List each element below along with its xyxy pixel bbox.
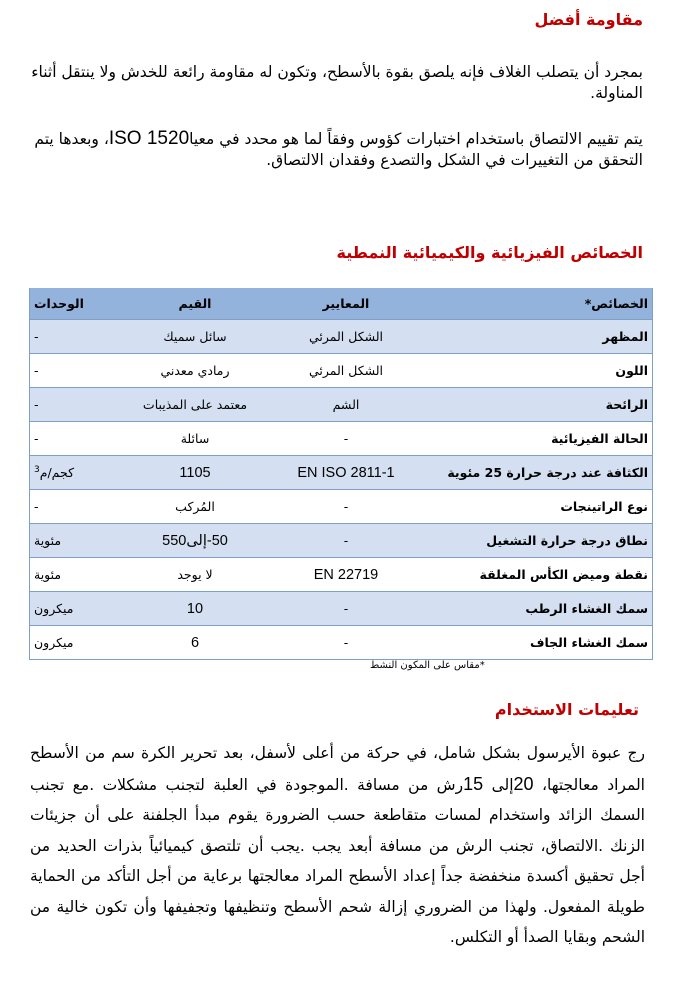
- paragraph-text-after: ، وبعدها يتم التحقق من التغييرات في الشكل والتصدع وفقدان الالتصاق.: [34, 130, 643, 169]
- cell-unit: -: [30, 354, 125, 388]
- cell-value: [124, 456, 266, 490]
- cell-standard: -: [266, 490, 426, 524]
- cell-unit: -: [30, 320, 125, 354]
- cell-unit: ميكرون: [30, 626, 125, 660]
- properties-table: [29, 288, 653, 660]
- header-standard: المعايير: [266, 288, 426, 320]
- standard-code: EN ISO 2811-1: [297, 464, 395, 481]
- standard-code: EN 22719: [313, 566, 379, 583]
- cell-standard: الشم: [266, 388, 426, 422]
- cell-value: [124, 524, 266, 558]
- section-title-properties: الخصائص الفيزيائية والكيميائية النمطية: [336, 243, 643, 262]
- cell-value: معتمد على المذيبات: [124, 388, 266, 422]
- cell-property: الرائحة: [426, 388, 653, 422]
- header-value: القيم: [124, 288, 266, 320]
- cell-standard: -: [266, 626, 426, 660]
- distance-min: 15: [463, 773, 484, 794]
- cell-unit: -: [30, 388, 125, 422]
- cell-property: المظهر: [426, 320, 653, 354]
- cell-property: الكثافة عند درجة حرارة 25 مئوية: [426, 456, 653, 490]
- table-row: [30, 354, 653, 388]
- cell-value: المُركب: [124, 490, 266, 524]
- header-property: الخصائص*: [426, 288, 653, 320]
- table-header-row: [30, 288, 653, 320]
- paragraph-adhesion-test: [30, 128, 643, 171]
- cell-standard: الشكل المرئي: [266, 320, 426, 354]
- table-row: [30, 524, 653, 558]
- cell-value: سائل سميك: [124, 320, 266, 354]
- cell-value: [124, 626, 266, 660]
- cell-property: الحالة الفيزيائية: [426, 422, 653, 456]
- instructions-paragraph: [30, 738, 645, 953]
- instructions-text-a: رج عبوة الأيرسول بشكل شامل، في حركة من أعلى لأسفل، بعد تحرير الكرة سم من الأسطح المراد معالجتها،: [30, 744, 645, 794]
- table-row: [30, 422, 653, 456]
- cell-standard: -: [266, 524, 426, 558]
- cell-standard: [266, 558, 426, 592]
- instructions-text-c: رش من مسافة .الموجودة في العلبة لتجنب مشكلات .مع تجنب السمك الزائد واستخدام لمسات متقاطعة حسب الضرورة يقوم مبدأ الجلفنة على أن جزيئات الزنك .الالتصاق، تجنب الرش من مسافة أبعد يجب .يجب أن تلتصق كيميائياً بذرات الحديد من أجل تحقيق أكسدة منخفضة جداً إعداد الأسطح المراد معالجتها برعاية من أجل التأكد من الحماية طويلة المفعول. ولهذا من الضروري إزالة شحم الأسطح وتنظيفها وتجفيفها وأن تكون خالية من الشحم وبقايا الصدأ أو التكلس.: [30, 775, 645, 946]
- cell-unit: ميكرون: [30, 592, 125, 626]
- cell-standard: -: [266, 592, 426, 626]
- cell-property: نوع الراتينجات: [426, 490, 653, 524]
- cell-property: اللون: [426, 354, 653, 388]
- value-range: 50-إلى550: [162, 532, 228, 549]
- table-row: [30, 456, 653, 490]
- cell-standard: [266, 456, 426, 490]
- unit-superscript: 3: [34, 464, 40, 475]
- cell-unit: مئوية: [30, 524, 125, 558]
- cell-unit: -: [30, 490, 125, 524]
- iso-standard: ISO 1520: [108, 128, 190, 149]
- cell-value: لا يوجد: [124, 558, 266, 592]
- table-row: [30, 388, 653, 422]
- cell-value: سائلة: [124, 422, 266, 456]
- cell-property: سمك الغشاء الرطب: [426, 592, 653, 626]
- table-row: [30, 626, 653, 660]
- table-footnote: *مقاس على المكون النشط: [370, 660, 485, 671]
- section-title-instructions: تعليمات الاستخدام: [494, 700, 639, 719]
- table-row: [30, 490, 653, 524]
- cell-unit: مئوية: [30, 558, 125, 592]
- cell-value: [124, 592, 266, 626]
- cell-property: سمك الغشاء الجاف: [426, 626, 653, 660]
- paragraph-adhesion-intro: بمجرد أن يتصلب الغلاف فإنه يلصق بقوة بالأسطح، وتكون له مقاومة رائعة للخدش ولا ينتقل أثناء المناولة.: [31, 63, 643, 102]
- instructions-text-b: إلى: [483, 775, 514, 794]
- cell-value: رمادي معدني: [124, 354, 266, 388]
- cell-property: نطاق درجة حرارة التشغيل: [426, 524, 653, 558]
- unit-text: كجم/م: [39, 465, 75, 481]
- table-row: [30, 320, 653, 354]
- header-unit: الوحدات: [30, 288, 125, 320]
- cell-standard: الشكل المرئي: [266, 354, 426, 388]
- cell-unit: -: [30, 422, 125, 456]
- table-row: [30, 592, 653, 626]
- section-title-better-resistance: مقاومة أفضل: [534, 10, 643, 29]
- cell-unit: [30, 456, 125, 490]
- value-number: 1105: [179, 464, 211, 481]
- distance-max: 20: [513, 773, 534, 794]
- table-row: [30, 558, 653, 592]
- cell-property: نقطة وميض الكأس المغلقة: [426, 558, 653, 592]
- value-number: 6: [190, 634, 200, 651]
- paragraph-text-before: يتم تقييم الالتصاق باستخدام اختبارات كؤوس وفقاً لما هو محدد في معيا: [189, 130, 643, 148]
- cell-standard: -: [266, 422, 426, 456]
- value-number: 10: [186, 600, 204, 617]
